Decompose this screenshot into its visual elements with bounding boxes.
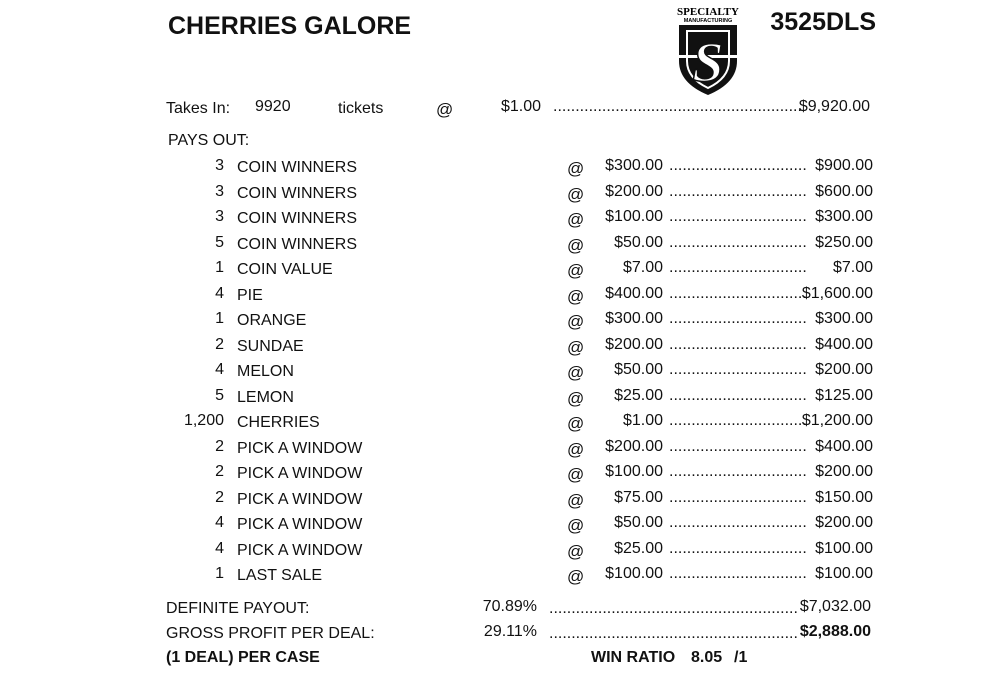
payout-description: LAST SALE bbox=[237, 567, 323, 584]
definite-payout-label: DEFINITE PAYOUT: bbox=[166, 600, 310, 617]
payout-total: $1,200.00 bbox=[801, 412, 873, 429]
payout-row bbox=[0, 567, 1000, 591]
payout-description: COIN VALUE bbox=[237, 261, 333, 278]
payout-total: $300.00 bbox=[815, 208, 873, 225]
payout-price: $300.00 bbox=[605, 310, 663, 327]
payout-price: $200.00 bbox=[605, 335, 663, 353]
payout-total: $100.00 bbox=[815, 539, 873, 557]
payout-price: $400.00 bbox=[605, 284, 663, 302]
payout-dots: ............................... bbox=[669, 412, 807, 429]
payout-total: $400.00 bbox=[815, 437, 873, 455]
payout-description: SUNDAE bbox=[237, 337, 304, 355]
payout-description: LEMON bbox=[237, 388, 294, 406]
payout-dots: ............................... bbox=[669, 437, 807, 455]
payout-price: $100.00 bbox=[605, 565, 663, 582]
payout-row bbox=[0, 312, 1000, 336]
payout-qty: 2 bbox=[215, 463, 224, 480]
payout-qty: 3 bbox=[215, 157, 224, 174]
case-row bbox=[0, 649, 1000, 673]
payout-price: $200.00 bbox=[605, 182, 663, 200]
payout-at: @ bbox=[567, 159, 585, 178]
takes-in-label: Takes In: bbox=[166, 100, 231, 117]
payout-row bbox=[0, 182, 1000, 209]
payout-description: COIN WINNERS bbox=[237, 210, 357, 227]
payout-dots: ............................... bbox=[669, 208, 807, 225]
payout-dots: ............................... bbox=[669, 488, 807, 506]
payout-qty: 1 bbox=[215, 565, 224, 582]
payout-dots: ............................... bbox=[669, 157, 807, 174]
win-ratio-label: WIN RATIO bbox=[591, 649, 676, 666]
takes-in-unit: tickets bbox=[338, 100, 384, 117]
payout-row bbox=[0, 386, 1000, 413]
logo-letter: S bbox=[692, 32, 724, 94]
payout-total: $200.00 bbox=[815, 361, 873, 378]
payout-price: $75.00 bbox=[614, 488, 663, 506]
payout-qty: 3 bbox=[215, 208, 224, 225]
payout-total: $600.00 bbox=[815, 182, 873, 200]
payout-price: $25.00 bbox=[614, 386, 663, 404]
definite-payout-total: $7,032.00 bbox=[799, 598, 871, 615]
payout-row bbox=[0, 437, 1000, 464]
payout-row bbox=[0, 233, 1000, 260]
logo-top-text: SPECIALTY bbox=[677, 6, 739, 18]
definite-payout-row bbox=[0, 600, 1000, 624]
win-ratio-suffix: /1 bbox=[734, 649, 748, 666]
payout-total: $900.00 bbox=[815, 157, 873, 174]
takes-in-total: $9,920.00 bbox=[798, 98, 870, 115]
payout-row bbox=[0, 465, 1000, 489]
payout-dots: ............................... bbox=[669, 539, 807, 557]
payout-total: $400.00 bbox=[815, 335, 873, 353]
payout-total: $125.00 bbox=[815, 386, 873, 404]
payout-description: PICK A WINDOW bbox=[237, 541, 363, 559]
payout-description: COIN WINNERS bbox=[237, 235, 357, 253]
payout-price: $50.00 bbox=[614, 361, 663, 378]
definite-payout-dots: ........................................................ bbox=[549, 600, 798, 617]
payout-price: $100.00 bbox=[605, 208, 663, 225]
shield-logo-icon bbox=[675, 3, 741, 97]
payout-description: PICK A WINDOW bbox=[237, 516, 363, 533]
payout-price: $300.00 bbox=[605, 157, 663, 174]
payout-at: @ bbox=[567, 235, 585, 255]
payout-description: CHERRIES bbox=[237, 414, 320, 431]
payout-price: $1.00 bbox=[622, 412, 663, 429]
pays-out-label: PAYS OUT: bbox=[168, 132, 250, 149]
payout-row bbox=[0, 363, 1000, 387]
payout-qty: 4 bbox=[215, 284, 224, 302]
payout-total: $100.00 bbox=[815, 565, 873, 582]
payout-qty: 2 bbox=[215, 437, 224, 455]
payout-description: COIN WINNERS bbox=[237, 159, 357, 176]
payout-row bbox=[0, 284, 1000, 311]
page-title: CHERRIES GALORE bbox=[168, 12, 412, 40]
payout-at: @ bbox=[567, 337, 585, 357]
payout-description: COIN WINNERS bbox=[237, 184, 357, 202]
payout-qty: 5 bbox=[215, 386, 224, 404]
payout-qty: 3 bbox=[215, 182, 224, 200]
payout-at: @ bbox=[567, 210, 585, 229]
logo-bottom-text: MANUFACTURING bbox=[683, 18, 733, 24]
payout-qty: 2 bbox=[215, 488, 224, 506]
payout-dots: ............................... bbox=[669, 233, 807, 251]
definite-payout-percent: 70.89% bbox=[482, 598, 537, 615]
takes-in-at: @ bbox=[436, 100, 454, 119]
payout-row bbox=[0, 516, 1000, 540]
payout-qty: 1 bbox=[215, 310, 224, 327]
gross-profit-label: GROSS PROFIT PER DEAL: bbox=[166, 625, 375, 642]
payout-qty: 5 bbox=[215, 233, 224, 251]
specialty-manufacturing-logo bbox=[675, 3, 741, 97]
form-number: 3525DLS bbox=[770, 8, 876, 36]
payout-dots: ............................... bbox=[669, 182, 807, 200]
payout-dots: ............................... bbox=[669, 284, 807, 302]
payout-row bbox=[0, 210, 1000, 234]
takes-in-count: 9920 bbox=[255, 98, 291, 115]
takes-in-dots: ........................................................ bbox=[553, 98, 802, 115]
payout-at: @ bbox=[567, 541, 585, 561]
payout-price: $7.00 bbox=[622, 259, 663, 276]
payout-dots: ............................... bbox=[669, 335, 807, 353]
payout-dots: ............................... bbox=[669, 463, 807, 480]
payout-at: @ bbox=[567, 363, 585, 382]
payout-at: @ bbox=[567, 312, 585, 331]
payout-description: PICK A WINDOW bbox=[237, 465, 363, 482]
payout-at: @ bbox=[567, 439, 585, 459]
payout-price: $200.00 bbox=[605, 437, 663, 455]
payout-at: @ bbox=[567, 184, 585, 204]
payout-row bbox=[0, 261, 1000, 285]
payout-at: @ bbox=[567, 261, 585, 280]
payout-total: $200.00 bbox=[815, 463, 873, 480]
payout-total: $1,600.00 bbox=[801, 284, 873, 302]
takes-in-row bbox=[0, 100, 1000, 124]
gross-profit-total: $2,888.00 bbox=[799, 623, 871, 640]
payout-qty: 1,200 bbox=[183, 412, 224, 429]
payout-row bbox=[0, 335, 1000, 362]
gross-profit-percent: 29.11% bbox=[483, 623, 537, 640]
payout-qty: 2 bbox=[215, 335, 224, 353]
payout-qty: 1 bbox=[215, 259, 224, 276]
payout-at: @ bbox=[567, 490, 585, 510]
takes-in-price: $1.00 bbox=[500, 98, 541, 115]
payout-dots: ............................... bbox=[669, 386, 807, 404]
payout-at: @ bbox=[567, 516, 585, 535]
payout-row bbox=[0, 488, 1000, 515]
gross-profit-row bbox=[0, 625, 1000, 649]
payout-description: ORANGE bbox=[237, 312, 307, 329]
payout-at: @ bbox=[567, 465, 585, 484]
payout-total: $250.00 bbox=[815, 233, 873, 251]
payout-row bbox=[0, 539, 1000, 566]
payout-description: MELON bbox=[237, 363, 294, 380]
payout-total: $150.00 bbox=[815, 488, 873, 506]
win-ratio-value: 8.05 bbox=[691, 649, 723, 666]
per-case-label: (1 DEAL) PER CASE bbox=[166, 649, 320, 666]
payout-at: @ bbox=[567, 414, 585, 433]
payout-total: $200.00 bbox=[815, 514, 873, 531]
payout-description: PICK A WINDOW bbox=[237, 439, 363, 457]
payout-description: PIE bbox=[237, 286, 263, 304]
payout-dots: ............................... bbox=[669, 259, 807, 276]
payout-description: PICK A WINDOW bbox=[237, 490, 363, 508]
payout-price: $50.00 bbox=[614, 514, 663, 531]
payout-at: @ bbox=[567, 388, 585, 408]
payout-qty: 4 bbox=[215, 361, 224, 378]
gross-profit-dots: ........................................................ bbox=[549, 625, 798, 642]
payout-at: @ bbox=[567, 567, 585, 586]
payout-row bbox=[0, 159, 1000, 183]
payout-dots: ............................... bbox=[669, 361, 807, 378]
payout-price: $50.00 bbox=[614, 233, 663, 251]
payout-total: $7.00 bbox=[832, 259, 873, 276]
payout-dots: ............................... bbox=[669, 514, 807, 531]
payout-dots: ............................... bbox=[669, 565, 807, 582]
payout-dots: ............................... bbox=[669, 310, 807, 327]
payout-qty: 4 bbox=[215, 539, 224, 557]
payout-qty: 4 bbox=[215, 514, 224, 531]
payout-total: $300.00 bbox=[815, 310, 873, 327]
payout-at: @ bbox=[567, 286, 585, 306]
payout-price: $25.00 bbox=[614, 539, 663, 557]
payout-price: $100.00 bbox=[605, 463, 663, 480]
payout-row bbox=[0, 414, 1000, 438]
